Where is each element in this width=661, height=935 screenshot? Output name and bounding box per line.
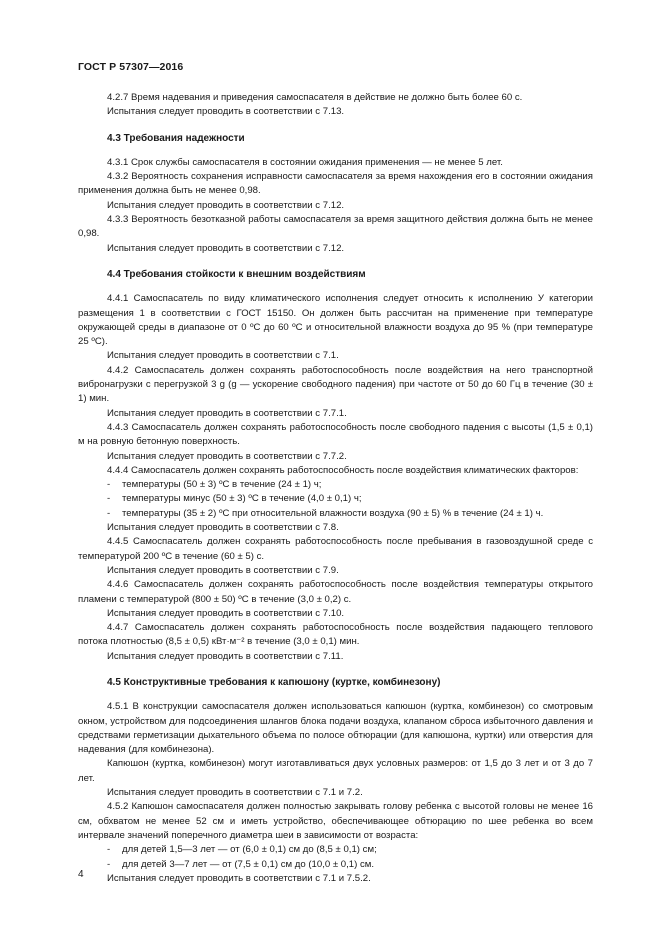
paragraph: 4.4.4 Самоспасатель должен сохранять работоспособность после воздействия климатических факторов: [107, 464, 579, 476]
paragraph: 4.2.7 Время надевания и приведения самоспасателя в действие не должно быть более 60 с. [107, 92, 523, 103]
paragraph: Испытания следует проводить в соответствии с 7.10. [107, 607, 345, 619]
list-item-text: для детей 3—7 лет — от (7,5 ± 0,1) см до (10,0 ± 0,1) см. [122, 858, 375, 870]
list-item [78, 478, 593, 492]
paragraph: 4.4.7 Самоспасатель должен сохранять работоспособность после воздействия падающего теплового потока плотностью (8,5 ± 0,5) кВт·м⁻² в течение (3,0 ± 0,1) мин. [78, 622, 593, 648]
list-item-text: температуры минус (50 ± 3) ºС в течение (4,0 ± 0,1) ч; [122, 493, 362, 505]
paragraph: Испытания следует проводить в соответствии с 7.7.1. [107, 407, 347, 419]
paragraph: 4.5.2 Капюшон самоспасателя должен полностью закрывать голову ребенка с высотой головы не менее 16 см, обхватом не менее 52 см и иметь устройство, обеспечивающее обтюрацию по шее ребенка во всем интервале значений поперечного диаметра шеи в зависимости от возраста: [78, 801, 593, 841]
paragraph: Испытания следует проводить в соответствии с 7.7.2. [107, 450, 347, 462]
list-item-text: для детей 1,5—3 лет — от (6,0 ± 0,1) см до (8,5 ± 0,1) см; [122, 844, 377, 856]
section-heading: 4.3 Требования надежности [107, 132, 245, 144]
list-item [78, 858, 593, 872]
paragraph: 4.4.6 Самоспасатель должен сохранять работоспособность после воздействия температуры открытого пламени с температурой (800 ± 50) ºС в течение (3,0 ± 0,2) с. [78, 579, 593, 605]
list-item [78, 507, 593, 521]
paragraph: 4.4.1 Самоспасатель по виду климатического исполнения следует относить к исполнению У категории размещения 1 в соответствии с ГОСТ 15150. Он должен быть рассчитан на применение при температуре окружающей среды в диапазоне от 0 ºС до 60 ºС и относительной влажности воздуха до 95 % (при температуре 25 ºС). [78, 293, 593, 348]
paragraph: 4.5.1 В конструкции самоспасателя должен использоваться капюшон (куртка, комбинезон) со смотровым окном, устройством для подсоединения шлангов блока подачи воздуха, клапаном сброса избыточного давления и средствами герметизации дыхательного объема по полосе обтюрации (для капюшона, куртки) или отверстия для надевания (для комбинезона). [78, 701, 593, 756]
paragraph: 4.4.2 Самоспасатель должен сохранять работоспособность после воздействия на него транспортной вибронагрузки с перегрузкой 3 g (g — ускорение свободного падения) при частоте от 50 до 60 Гц в течение (30 ± 1) мин. [78, 364, 593, 405]
paragraph: 4.4.5 Самоспасатель должен сохранять работоспособность после пребывания в газовоздушной среде с температурой 200 ºС в течение (60 ± 5) с. [78, 536, 593, 562]
list-dash: - [107, 858, 111, 870]
paragraph: 4.3.2 Вероятность сохранения исправности самоспасателя за время нахождения его в состоянии ожидания применения должна быть не менее 0,98. [78, 171, 593, 197]
paragraph: 4.3.1 Срок службы самоспасателя в состоянии ожидания применения — не менее 5 лет. [107, 156, 503, 168]
list-dash: - [107, 507, 111, 519]
document-header: ГОСТ Р 57307—2016 [78, 61, 184, 73]
paragraph: 4.3.3 Вероятность безотказной работы самоспасателя за время защитного действия должна быть не менее 0,98. [78, 214, 593, 240]
list-item [78, 843, 593, 857]
paragraph: Испытания следует проводить в соответствии с 7.9. [107, 564, 339, 576]
paragraph: Капюшон (куртка, комбинезон) могут изготавливаться двух условных размеров: от 1,5 до 3 лет и от 3 до 7 лет. [78, 758, 593, 784]
paragraph: Испытания следует проводить в соответствии с 7.1 и 7.5.2. [107, 872, 371, 884]
paragraph: 4.4.3 Самоспасатель должен сохранять работоспособность после свободного падения с высоты (1,5 ± 0,1) м на ровную бетонную поверхность. [78, 421, 593, 448]
paragraph: Испытания следует проводить в соответствии с 7.8. [107, 522, 339, 534]
paragraph: Испытания следует проводить в соответствии с 7.1. [107, 350, 339, 362]
page-number: 4 [78, 869, 84, 880]
document-body [78, 91, 593, 886]
paragraph: Испытания следует проводить в соответствии с 7.12. [107, 242, 345, 254]
section-heading: 4.5 Конструктивные требования к капюшону (куртке, комбинезону) [107, 676, 441, 688]
paragraph: Испытания следует проводить в соответствии с 7.12. [107, 199, 345, 211]
paragraph: Испытания следует проводить в соответствии с 7.13. [107, 106, 345, 118]
section-heading: 4.4 Требования стойкости к внешним воздействиям [107, 268, 366, 280]
list-dash: - [107, 844, 111, 856]
list-dash: - [107, 479, 111, 491]
list-item-text: температуры (50 ± 3) ºС в течение (24 ± 1) ч; [122, 479, 322, 491]
list-item-text: температуры (35 ± 2) ºС при относительной влажности воздуха (90 ± 5) % в течение (24 ± 1) ч. [122, 507, 544, 519]
paragraph: Испытания следует проводить в соответствии с 7.1 и 7.2. [107, 787, 363, 799]
list-item [78, 492, 593, 506]
list-dash: - [107, 493, 111, 505]
paragraph: Испытания следует проводить в соответствии с 7.11. [107, 650, 344, 662]
